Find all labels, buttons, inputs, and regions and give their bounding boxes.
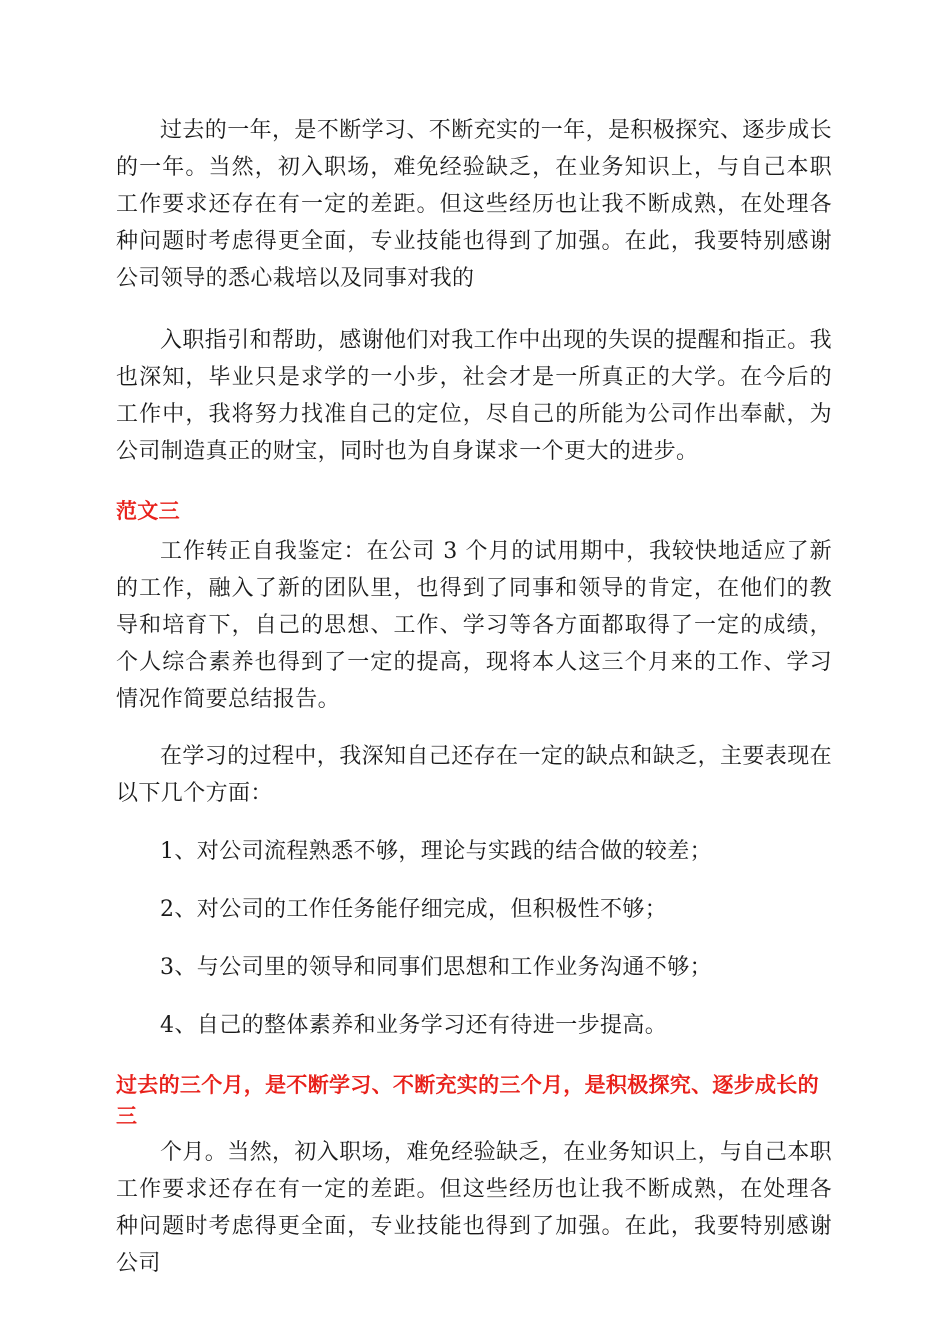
list-item: 2、对公司的工作任务能仔细完成，但积极性不够； [160,897,668,922]
section-paragraph-2: 在学习的过程中，我深知自己还存在一定的缺点和缺乏，主要表现在以下几个方面： [116,744,833,806]
intro-paragraph-1: 过去的一年，是不断学习、不断充实的一年，是积极探究、逐步成长的一年。当然，初入职场，难免经验缺乏，在业务知识上，与自己本职工作要求还存在有一定的差距。但这些经历也让我不断成熟，在处理各种问题时考虑得更全面，专业技能也得到了加强。在此，我要特别感谢公司领导的悉心栽培以及同事对我的 [116,118,833,291]
section-heading-fanwen-3: 范文三 [116,499,180,523]
intro-paragraph-2: 入职指引和帮助，感谢他们对我工作中出现的失误的提醒和指正。我也深知，毕业只是求学的一小步，社会才是一所真正的大学。在今后的工作中，我将努力找准自己的定位，尽自己的所能为公司作出奉献，为公司制造真正的财宝，同时也为自身谋求一个更大的进步。 [116,328,833,464]
section-heading-summary: 过去的三个月，是不断学习、不断充实的三个月，是积极探究、逐步成长的三 [116,1073,819,1128]
list-item: 4、自己的整体素养和业务学习还有待进一步提高。 [160,1013,668,1038]
section-paragraph-1: 工作转正自我鉴定：在公司 3 个月的试用期中，我较快地适应了新的工作，融入了新的团队里，也得到了同事和领导的肯定，在他们的教导和培育下，自己的思想、工作、学习等各方面都取得了一定的成绩，个人综合素养也得到了一定的提高，现将本人这三个月来的工作、学习情况作简要总结报告。 [116,539,832,712]
list-item: 3、与公司里的领导和同事们思想和工作业务沟通不够； [160,955,712,980]
document-page [116,112,832,1282]
list-item: 1、对公司流程熟悉不够，理论与实践的结合做的较差； [160,839,712,864]
final-paragraph: 个月。当然，初入职场，难免经验缺乏，在业务知识上，与自己本职工作要求还存在有一定的差距。但这些经历也让我不断成熟，在处理各种问题时考虑得更全面，专业技能也得到了加强。在此，我要特别感谢公司 [116,1140,833,1276]
